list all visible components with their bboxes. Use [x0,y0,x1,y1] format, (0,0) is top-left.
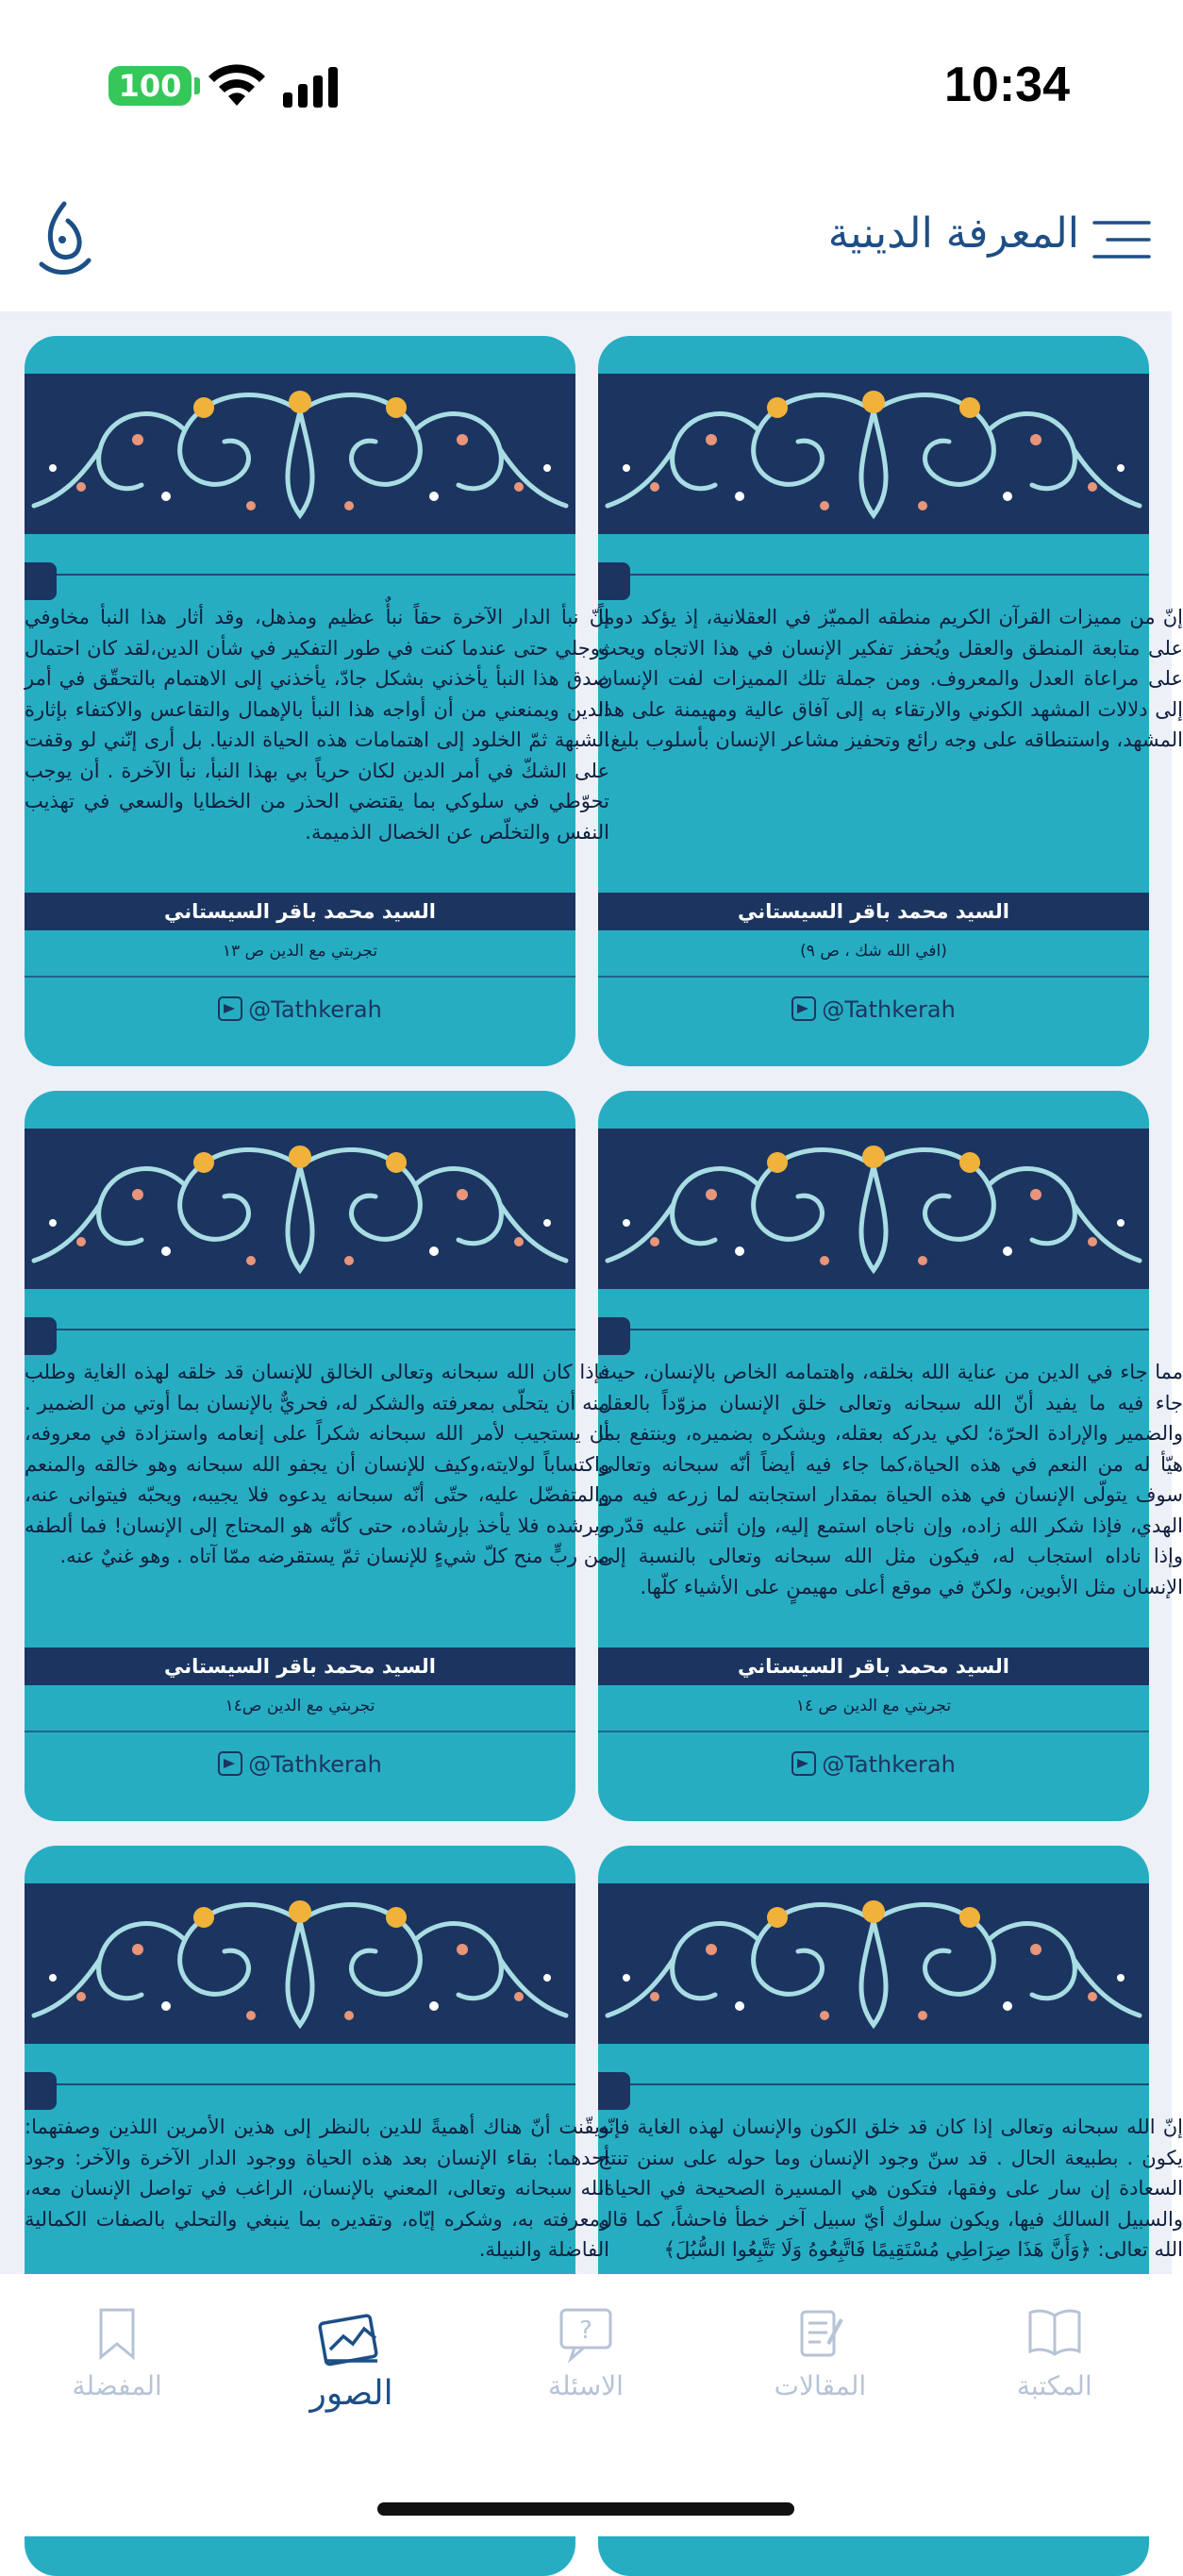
author-name: السيد محمد باقر السيستاني [598,893,1149,930]
image-card[interactable] [598,1091,1183,1821]
tab-articles[interactable] [703,2274,937,2453]
telegram-handle [25,1751,575,1778]
divider [25,2083,575,2085]
quote-source: تجربتي مع الدين ص١٤ [225,1697,375,1715]
logo-badge-icon [25,1317,57,1355]
tab-label: المكتبة [1016,2370,1092,2401]
handle-text: @Tathkerah [822,1751,956,1778]
battery-indicator: 100 [108,66,192,106]
ornament-banner [25,1129,575,1289]
tab-label: المقالات [774,2370,867,2401]
image-card[interactable] [598,336,1183,1066]
page-title: المعرفة الدينية [827,209,1079,258]
tab-images[interactable] [234,2274,468,2453]
quote-text: إنّ الله سبحانه وتعالى إذا كان قد خلق الكون والإنسان لهذه الغاية فإنّه يكون . بطبيعة الحال . قد سنّ وجود الإنسان وما حوله على سنن تنتج السعادة إن سار على وفقها، فتكون هي المسيرة الصحيحة في الحياة، والسبيل السالك فيها، ويكون سلوك أيّ سبيل آخر خطأ فاحشاً، كما قال الله تعالى: ﴿وَأَنَّ هَذَا صِرَاطِي مُسْتَقِيمًا فَاتَّبِعُوهُ وَلَا تَتَّبِعُوا السُّبُلَ﴾ [598,2116,1183,2262]
app-logo-icon[interactable] [34,198,94,283]
logo-badge-icon [598,1317,630,1355]
quote-source: (افي الله شك ، ص ٩) [800,942,947,961]
logo-badge-icon [598,562,630,600]
divider [25,1329,575,1330]
tab-bar [0,2274,1172,2536]
ornament-banner [598,1883,1149,2044]
divider [25,976,575,978]
tab-list [0,2274,1172,2453]
telegram-handle [598,1751,1149,1778]
divider [598,976,1149,978]
home-indicator [377,2502,794,2516]
menu-icon[interactable] [1092,219,1151,260]
image-card[interactable] [25,1091,609,1821]
logo-badge-icon [25,2072,57,2110]
battery-tip [194,77,200,94]
status-bar [0,0,1172,170]
author-name: السيد محمد باقر السيستاني [598,1648,1149,1685]
tab-book[interactable] [938,2274,1172,2453]
quote-source: تجربتي مع الدين ص ١٣ [222,942,378,961]
author-name: السيد محمد باقر السيستاني [25,893,575,930]
images-feed[interactable] [0,311,1183,2274]
quote-text: ويقّنت أنّ هناك أهميةً للدين بالنظر إلى هذين الأمرين اللذين وصفتهما: أحدهما: بقاء الإنسان بعد هذه الحياة ووجود الدار الآخرة والآخر: وجود الله سبحانه وتعالى، المعني بالإنسان، الراغب في تواصل الإنسان معه، ومعرفته به، وشكره إيّاه، وتقديره بما ينبغي والتحلي بالصفات الكمالية الفاضلة والنبيلة. [25,2116,609,2262]
divider [598,574,1149,576]
ornament-banner [598,1129,1149,1289]
ornament-banner [25,1883,575,2044]
wifi-icon [206,62,268,109]
quote-text: مما جاء في الدين من عناية الله بخلقه، واهتمامه الخاص بالإنسان، حيث جاء فيه ما يفيد أنّ الله سبحانه وتعالى خلق الإنسان مزوّداً بالعقل والضمير والإرادة الحرّة؛ لكي يدركه بعقله، ويشكره بضميره، وينتفع بما هيّأ له من النعم في هذه الحياة،كما جاء فيه أيضاً أنّه سبحانه وتعالى سوف يتولّى الإنسان في هذه الحياة بمقدار استجابته لما زرعه فيه من الهدي، فإذا شكر الله زاده، وإن ناجاه استمع إليه، وإن أثنى عليه قدّره، وإذا ناداه استجاب له، فيكون مثل الله سبحانه وتعالى بالنسبة إلى الإنسان مثل الأبوين، ولكنّ في موقع أعلى مهيمنٍ على الأشياء كلّها. [598,1361,1183,1598]
handle-text: @Tathkerah [248,1751,382,1778]
telegram-icon [791,996,816,1021]
divider [598,1329,1149,1330]
logo-badge-icon [25,562,57,600]
divider [25,1731,575,1732]
cellular-signal-icon [281,66,345,108]
tab-label: الصور [309,2374,393,2413]
image-grid [23,336,1183,2576]
quote-text: إنّ نبأ الدار الآخرة حقاً نبأٌ عظيم ومذهل، وقد أثار هذا النبأ مخاوفي ووجلي حتى عندما كنت في طور التفكير في شأن الدين،لقد كان احتمال صدق هذا النبأ يأخذني بشكل جادّ، يأخذني إلى الاهتمام بالتحقّق في أمر الدين ويمنعني من أن أواجه هذا النبأ بالإهمال والتقاعس والاكتفاء بإثارة الشبهة ثمّ الخلود إلى اهتمامات هذه الحياة الدنيا. بل أرى إنّني لو وقفت على الشكّ في أمر الدين لكان حرياً بي بهذا النبأ، نبأ الآخرة . أن يوجب تحوّطي في سلوكي بما يقتضي الحذر من الخطايا والسعي في تهذيب النفس والتخلّص عن الخصال الذميمة. [25,606,609,844]
telegram-icon [218,996,242,1021]
divider [598,1731,1149,1732]
divider [598,2083,1149,2085]
logo-badge-icon [598,2072,630,2110]
tab-bookmark[interactable] [0,2274,234,2453]
telegram-handle [598,996,1149,1023]
handle-text: @Tathkerah [822,996,956,1023]
quote-text: فإذا كان الله سبحانه وتعالى الخالق للإنسان قد خلقه لهذه الغاية وطلب منه أن يتحلّى بمعرفته والشكر له، فحريٌّ بالإنسان بما أوتي من الضمير . أن يستجيب لأمر الله سبحانه شكراً على إنعامه واستزادة في معروفه، واكتساباً لولايته،وكيف للإنسان أن يجفو الله سبحانه وهو خالقه والمنعم والمتفضّل عليه، حتّى أنّه سبحانه يدعوه فلا يجيبه، ويحبّه فيتوانى عنه، ويرشده فلا يأخذ بإرشاده، حتى كأنّه هو المحتاج إلى الإنسان! فما ألطفه من ربٍّ منح كلّ شيءٍ للإنسان ثمّ يستقرضه ممّا آتاه . وهو غنيٌ عنه. [25,1361,609,1568]
status-time: 10:34 [944,58,1070,112]
quote-text: إنّ من مميزات القرآن الكريم منطقه المميّز في العقلانية، إذ يؤكد دوماً على متابعة المنطق والعقل ويُحفز تفكير الإنسان في هذا الاتجاه ويحث على مراعاة العدل والمعروف. ومن جملة تلك المميزات لفت الإنسان إلى دلالات المشهد الكوني والارتقاء به إلى آفاق عالية ومهيمنة على هذا المشهد، واستنطاقه على وجه رائع وتحفيز مشاعر الإنسان بأسلوب بليغ. [598,606,1183,752]
author-name: السيد محمد باقر السيستاني [25,1648,575,1685]
telegram-icon [791,1751,816,1776]
svg-text:?: ? [579,2317,592,2345]
telegram-icon [218,1751,242,1776]
handle-text: @Tathkerah [248,996,382,1023]
tab-label: الاسئلة [548,2370,624,2401]
ornament-banner [598,374,1149,534]
quote-source: تجربتي مع الدين ص ١٤ [795,1697,952,1715]
tab-question[interactable] [469,2274,703,2453]
divider [25,574,575,576]
image-card[interactable] [25,336,609,1066]
ornament-banner [25,374,575,534]
tab-label: المفضلة [72,2370,162,2401]
telegram-handle [25,996,575,1023]
